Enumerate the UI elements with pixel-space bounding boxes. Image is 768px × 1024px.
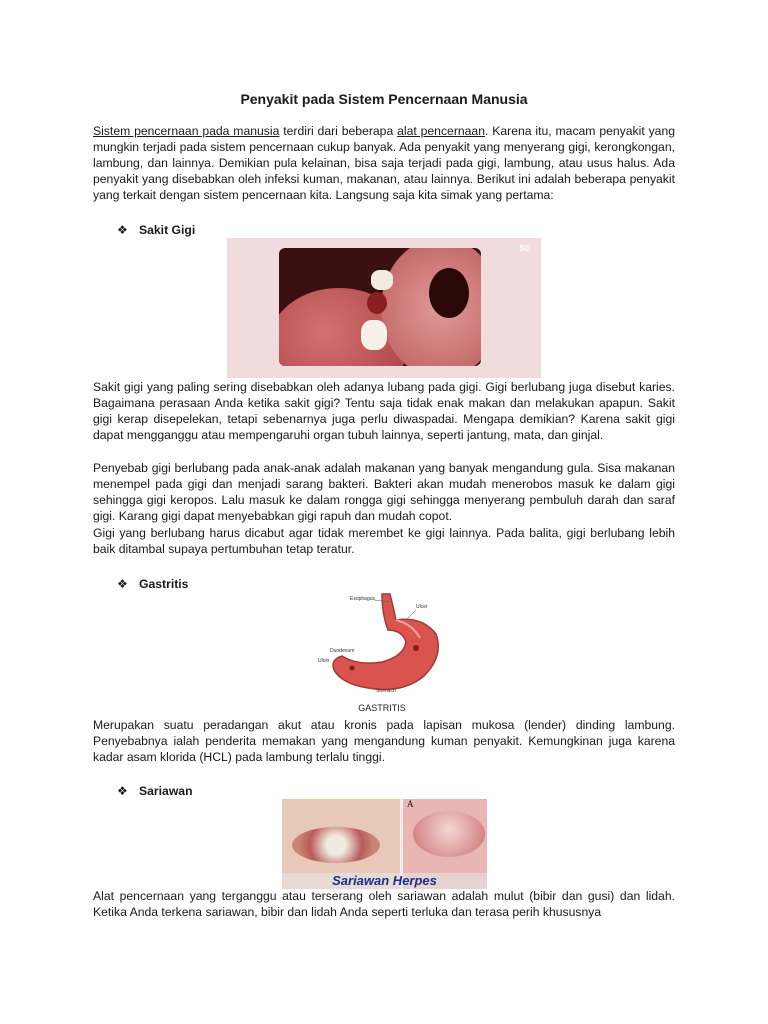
section-heading-sariawan: ❖ Sariawan	[117, 784, 193, 798]
page-title: Penyakit pada Sistem Pencernaan Manusia	[240, 91, 528, 107]
gastritis-caption: GASTRITIS	[358, 703, 406, 713]
link-alat-pencernaan[interactable]: alat pencernaan	[397, 124, 485, 138]
section-heading-sakit-gigi: ❖ Sakit Gigi	[117, 223, 196, 237]
sakit-gigi-image	[227, 238, 541, 378]
gastritis-paragraph: Merupakan suatu peradangan akut atau kronis pada lapisan mukosa (lender) dinding lambung. Penyebabnya ialah penderita memakan yang mengandung kuman penyakit. Kemungkinan juga karena kadar asam klorida (HCL) pada lambung terlalu tinggi.	[93, 718, 675, 764]
herpes-banner: Sariawan Herpes	[282, 873, 487, 889]
diamond-bullet-icon: ❖	[117, 223, 128, 237]
intro-paragraph: Sistem pencernaan pada manusia terdiri dari beberapa alat pencernaan. Karena itu, macam penyakit yang mungkin terjadi pada sistem pencernaan cukup banyak. Ada penyakit yang menyerang gigi, kerongkongan, lambung, dan lainnya. Demikian pula kelainan, bisa saja terjadi pada gigi, lambung, atau usus halus. Ada penyakit yang disebabkan oleh infeksi kuman, makanan, atau lainnya. Berikut ini adalah beberapa penyakit yang terkait dengan sistem pencernaan kita. Langsung saja kita simak yang pertama:	[93, 124, 675, 202]
sakit-gigi-paragraph-2: Penyebab gigi berlubang pada anak-anak adalah makanan yang banyak mengandung gula. Sisa makanan menempel pada gigi dan menjadi sarang bakteri. Bakteri akan mudah menerobos masuk ke dalam gigi sehingga gigi keropos. Lalu masuk ke dalam rongga gigi sehingga menyerang pembuluh darah dan saraf gigi. Karang gigi dapat menyebabkan gigi rapuh dan mudah copot.	[93, 461, 675, 523]
sariawan-herpes-image: A Sariawan Herpes	[282, 799, 487, 889]
sariawan-paragraph: Alat pencernaan yang terganggu atau terserang oleh sariawan adalah mulut (bibir dan gusi) dan lidah. Ketika Anda terkena sariawan, bibir dan lidah Anda seperti terluka dan terasa perih khususnya	[93, 889, 675, 919]
stomach-illustration-icon	[312, 590, 452, 698]
sakit-gigi-paragraph-3: Gigi yang berlubang harus dicabut agar tidak merembet ke gigi lainnya. Pada balita, gigi berlubang lebih baik ditambal supaya pertumbuhan tetap teratur.	[93, 526, 675, 556]
link-sistem-pencernaan[interactable]: Sistem pencernaan pada manusia	[93, 124, 280, 138]
sakit-gigi-paragraph-1: Sakit gigi yang paling sering disebabkan oleh adanya lubang pada gigi. Gigi berlubang juga disebut karies. Bagaimana perasaan Anda ketika sakit gigi? Tentu saja tidak enak makan dan melakukan apapun. Sakit gigi kerap disepelekan, tetapi sebenarnya juga perlu diwaspadai. Mengapa demikian? Karena sakit gigi dapat mengganggu atau mempengaruhi organ tubuh lainnya, seperti jantung, mata, dan ginjal.	[93, 380, 675, 442]
diamond-bullet-icon: ❖	[117, 784, 128, 798]
image-tag: S0	[519, 244, 529, 253]
gastritis-diagram: Esophagus Ulcer Duodenum Ulcer Stomach GASTRITIS	[312, 590, 452, 713]
diamond-bullet-icon: ❖	[117, 577, 128, 591]
section-heading-gastritis: ❖ Gastritis	[117, 577, 189, 591]
